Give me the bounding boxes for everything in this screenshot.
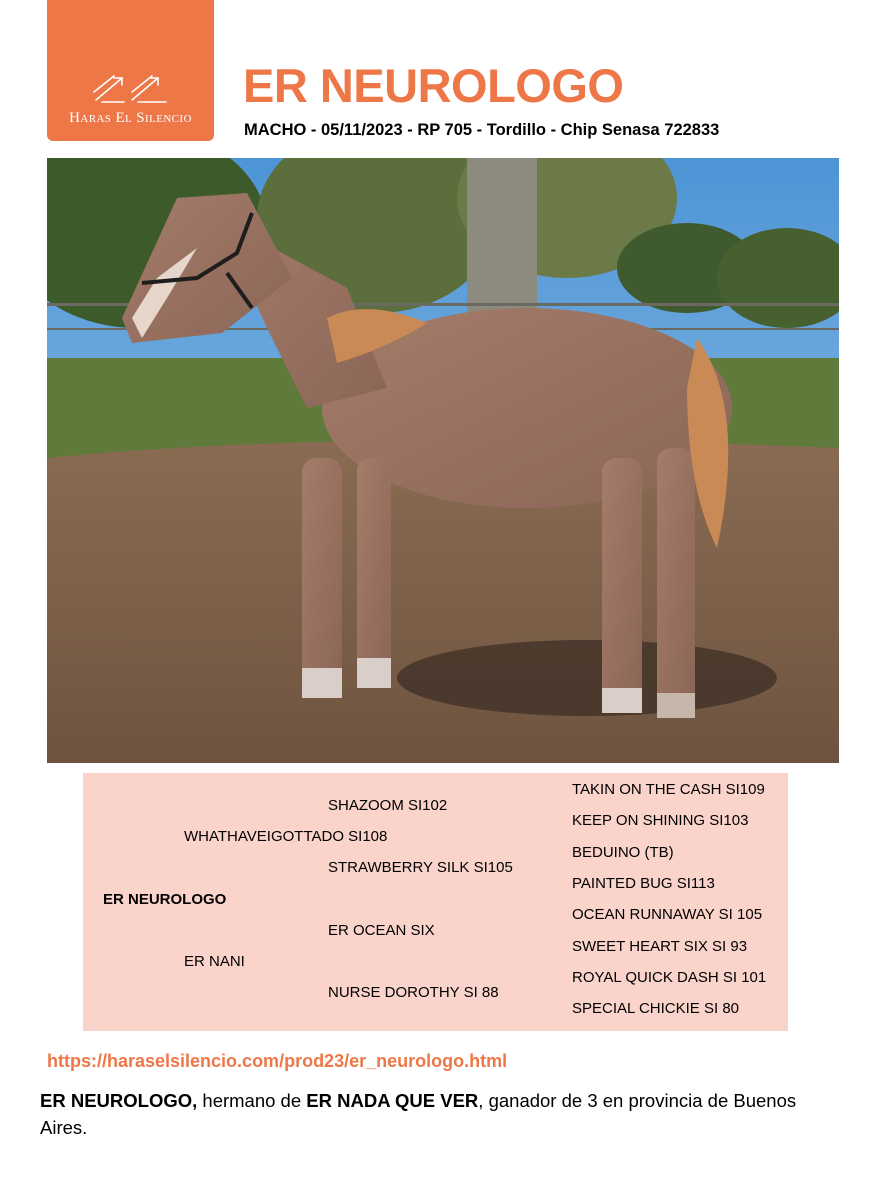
- description-name: ER NEUROLOGO,: [40, 1090, 198, 1111]
- pedigree-gen3-6: SWEET HEART SIX SI 93: [572, 938, 748, 955]
- pedigree-gen3-2: KEEP ON SHINING SI103: [572, 812, 749, 829]
- description-sibling: ER NADA QUE VER: [306, 1090, 479, 1111]
- pedigree-sire: WHATHAVEIGOTTADO SI108: [184, 828, 388, 845]
- description-text-1: hermano de: [197, 1090, 307, 1111]
- pedigree-gen3-3: BEDUINO (TB): [572, 844, 674, 861]
- pedigree-subject: ER NEUROLOGO: [103, 891, 227, 908]
- page-title: ER NEUROLOGO: [243, 59, 624, 112]
- pedigree-gen3-7: ROYAL QUICK DASH SI 101: [572, 969, 767, 986]
- description: [40, 1087, 845, 1141]
- product-link[interactable]: https://haraselsilencio.com/prod23/er_neurologo.html: [47, 1051, 508, 1071]
- pedigree-gen3-1: TAKIN ON THE CASH SI109: [572, 781, 765, 798]
- pedigree-sire-sire: SHAZOOM SI102: [328, 797, 448, 814]
- pedigree-table: [83, 773, 788, 1031]
- pedigree-dam-sire: ER OCEAN SIX: [328, 922, 435, 939]
- pedigree-dam-dam: NURSE DOROTHY SI 88: [328, 984, 499, 1001]
- pedigree-sire-dam: STRAWBERRY SILK SI105: [328, 859, 513, 876]
- pedigree-gen3-8: SPECIAL CHICKIE SI 80: [572, 1000, 740, 1017]
- horse-details: MACHO - 05/11/2023 - RP 705 - Tordillo - Chip Senasa 722833: [244, 121, 720, 139]
- pedigree-gen3-5: OCEAN RUNNAWAY SI 105: [572, 906, 763, 923]
- pedigree-gen3-4: PAINTED BUG SI113: [572, 875, 715, 892]
- horse-photo: [47, 158, 839, 763]
- description-text-2: , ganador de 3 en provincia de Buenos Aires.: [40, 1090, 797, 1138]
- pedigree-dam: ER NANI: [184, 953, 245, 970]
- arrows-icon: [92, 72, 168, 106]
- brand-logo: [47, 0, 214, 141]
- logo-text: Haras El Silencio: [69, 110, 192, 126]
